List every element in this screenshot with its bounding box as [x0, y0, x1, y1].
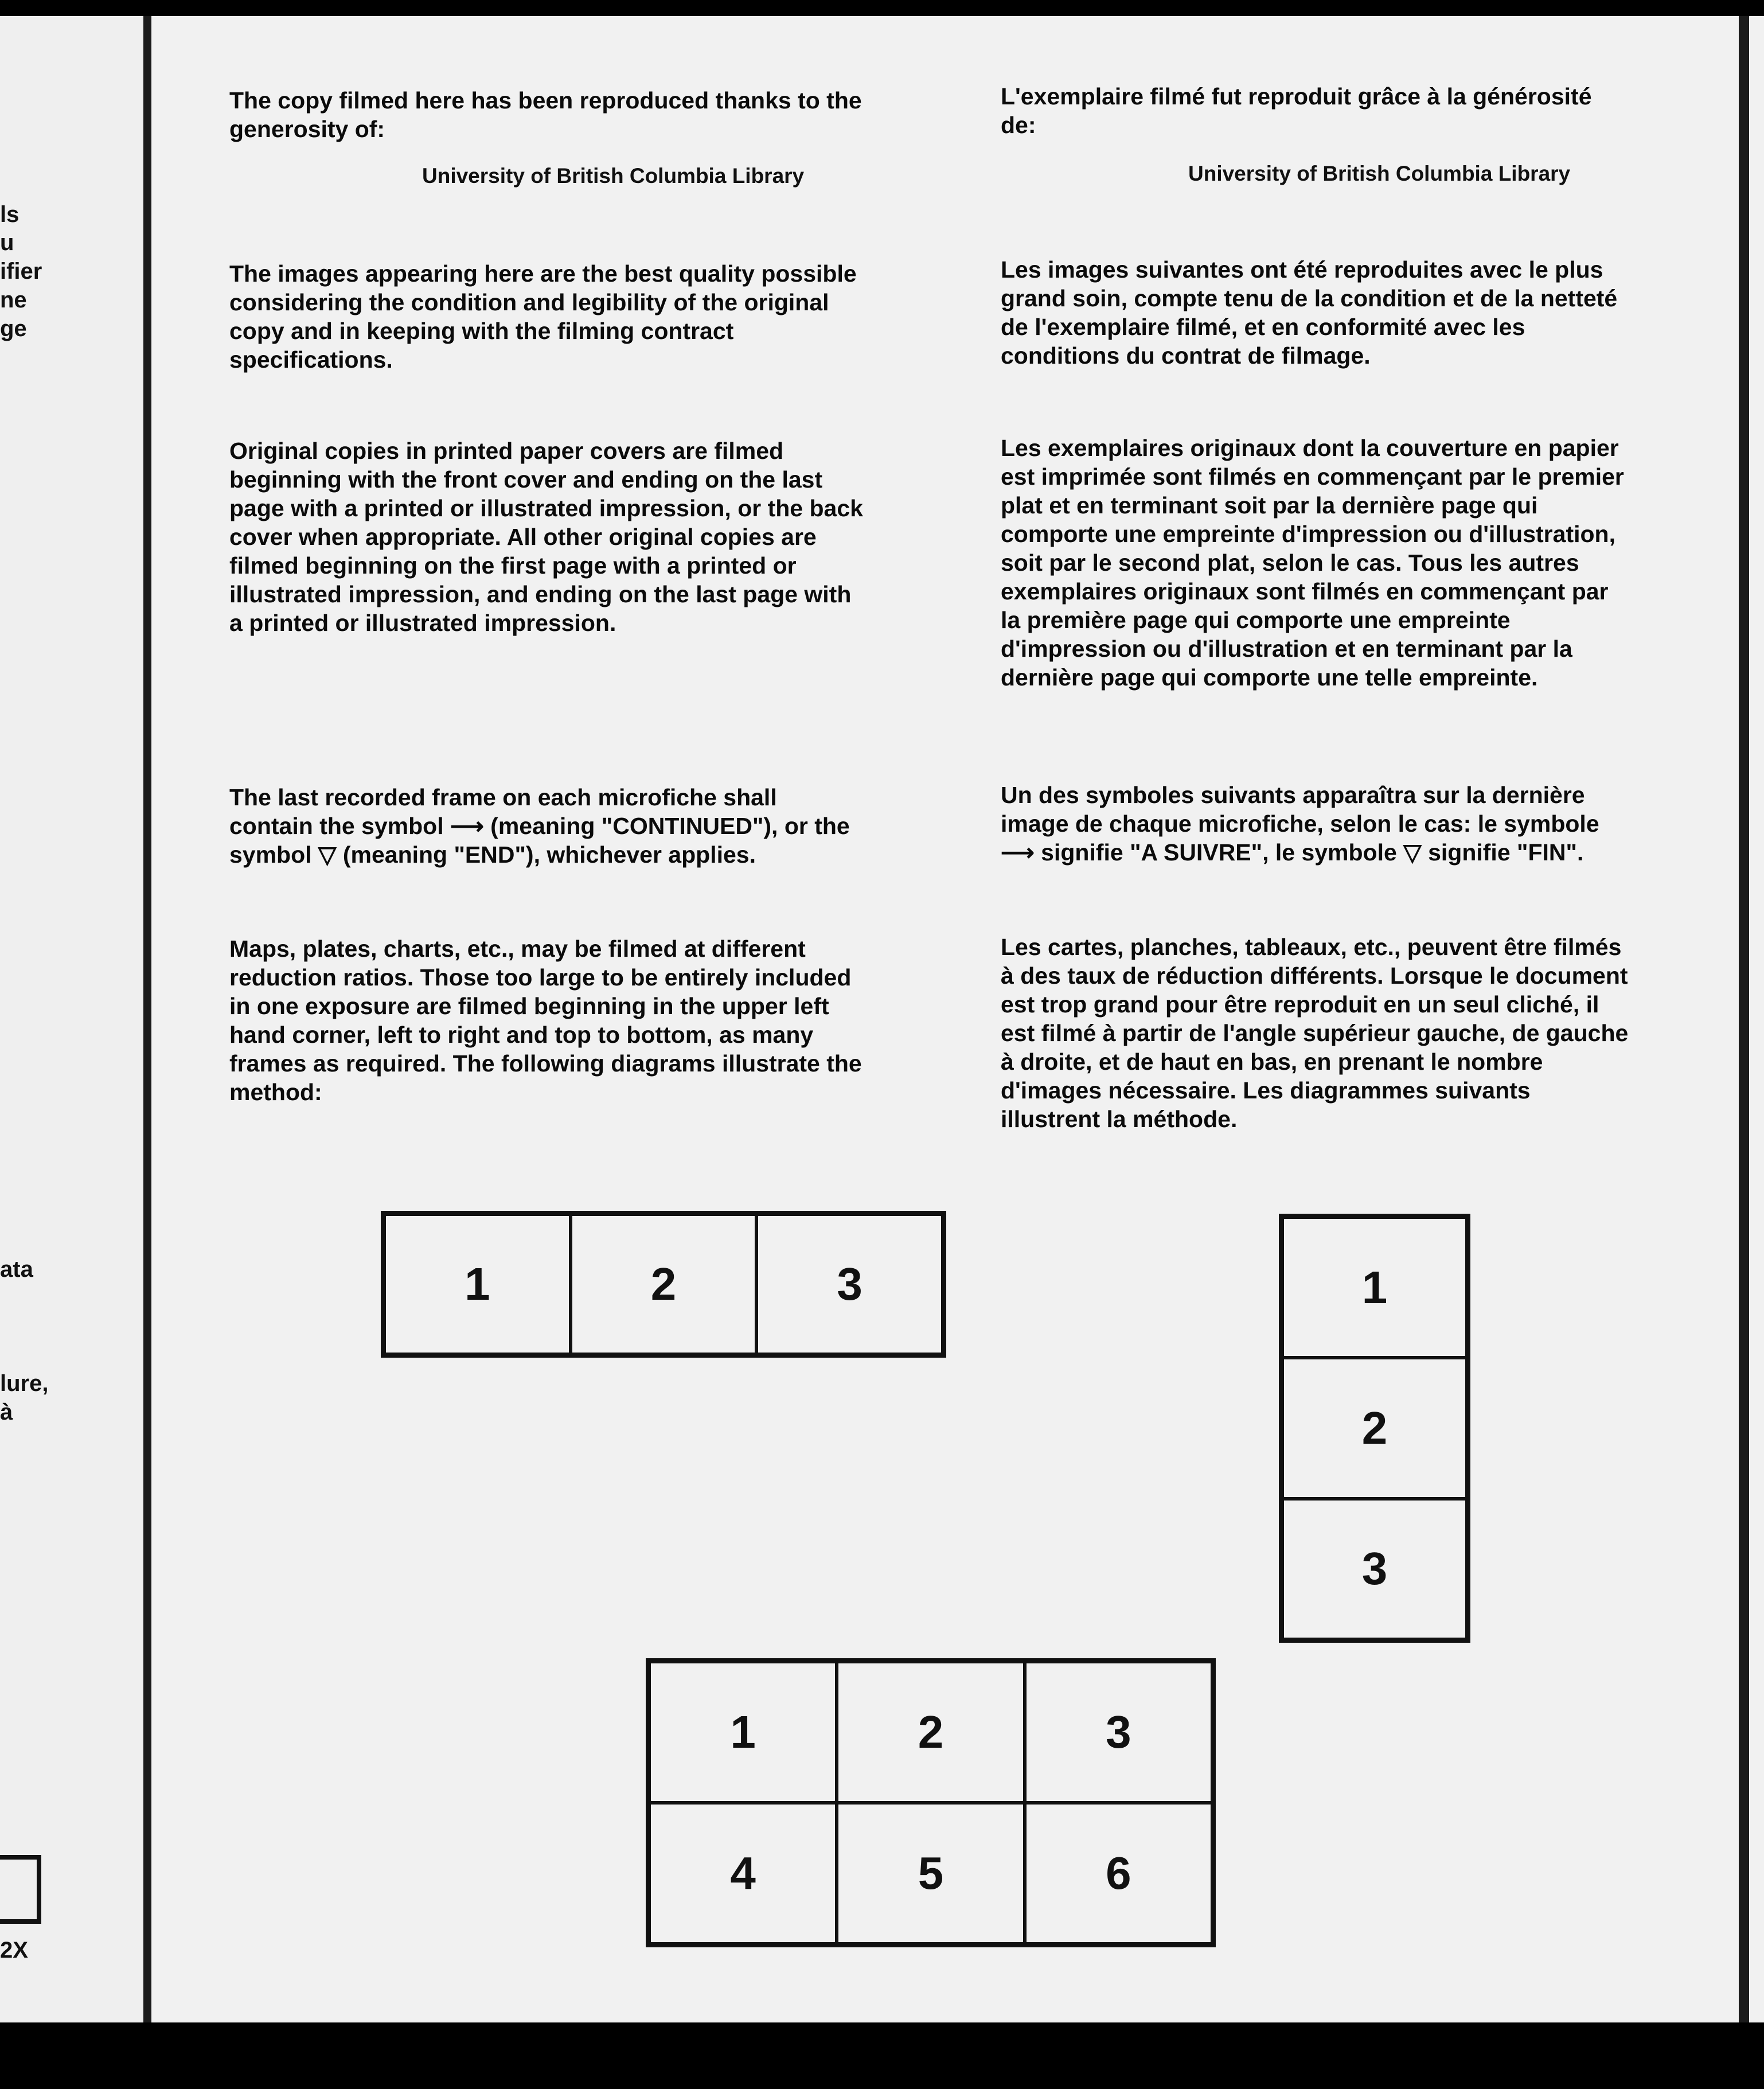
fragment-scale-label: 2X — [0, 1938, 28, 1963]
column-diagram — [1279, 1214, 1470, 1643]
covers-paragraph-fr: Les exemplaires originaux dont la couverture en papier est imprimée sont filmés en commençant par le premier plat et en terminant soit par la dernière page qui comporte une empreinte d'impression ou d'illustration, soit par le second plat, selon le cas. Tous les autres exemplaires originaux sont filmés en commençant par la première page qui comporte une empreinte d'impression ou d'illustration et en terminant par la dernière page qui comporte une telle empreinte. — [1001, 435, 1624, 691]
fragment-box — [0, 1855, 41, 1924]
maps-paragraph-fr: Les cartes, planches, tableaux, etc., peuvent être filmés à des taux de réduction différents. Lorsque le document est trop grand pour être reproduit en un seul cliché, il est filmé à partir de l'angle supérieur gauche, de gauche à droite, et de haut en bas, en prenant le nombre d'images nécessaire. Les diagrammes suivants illustrent la méthode. — [1001, 934, 1629, 1132]
left-page-divider — [143, 16, 151, 2022]
quality-paragraph-en: The images appearing here are the best quality possible considering the condition and legibility of the original copy and in keeping with the filming contract specifications. — [229, 260, 857, 373]
fragment-line: ls — [0, 202, 19, 227]
fragment-line: ifier — [0, 259, 42, 284]
covers-paragraph-en: Original copies in printed paper covers are filmed beginning with the front cover and ending on the last page with a printed or illustrated impression, or the back cover when appropriate. All other original copies are filmed beginning on the first page with a printed or illustrated impression, and ending on the last page with a printed or illustrated impression. — [229, 438, 863, 636]
frame-cell: 1 — [1282, 1217, 1467, 1358]
frame-cell: 1 — [649, 1662, 837, 1803]
library-name-fr: University of British Columbia Library — [1188, 162, 1571, 185]
symbols-paragraph-en: The last recorded frame on each microfiche shall contain the symbol ⟶ (meaning "CONTINUED"), or the symbol ▽ (meaning "END"), whichever applies. — [229, 784, 850, 868]
frame-cell: 4 — [649, 1803, 837, 1944]
row-diagram — [381, 1211, 946, 1358]
quality-paragraph-fr: Les images suivantes ont été reproduites avec le plus grand soin, compte tenu de la condition et de la netteté de l'exemplaire filmé, et en conformité avec les conditions du contrat de filmage. — [1001, 256, 1618, 369]
fragment-line: ge — [0, 316, 27, 341]
maps-paragraph-en: Maps, plates, charts, etc., may be filmed at different reduction ratios. Those too large to be entirely included in one exposure are filmed beginning in the upper left hand corner, left to right and top to bottom, as many frames as required. The following diagrams illustrate the method: — [229, 936, 862, 1105]
credit-intro-fr: L'exemplaire filmé fut reproduit grâce à la générosité de: — [1001, 83, 1592, 138]
fragment-line: u — [0, 230, 14, 255]
frame-cell: 2 — [571, 1214, 757, 1354]
frame-cell: 3 — [756, 1214, 943, 1354]
credit-intro-en: The copy filmed here has been reproduced thanks to the generosity of: — [229, 87, 862, 142]
grid-diagram — [646, 1658, 1216, 1947]
frame-cell: 6 — [1025, 1803, 1212, 1944]
library-name-en: University of British Columbia Library — [422, 164, 805, 188]
frame-cell: 1 — [384, 1214, 571, 1354]
right-page-divider — [1739, 16, 1749, 2022]
fragment-line: ne — [0, 287, 27, 313]
frame-cell: 3 — [1282, 1499, 1467, 1639]
frame-cell: 3 — [1025, 1662, 1212, 1803]
symbols-paragraph-fr: Un des symboles suivants apparaîtra sur la dernière image de chaque microfiche, selon le cas: le symbole ⟶ signifie "A SUIVRE", le symbole ▽ signifie "FIN". — [1001, 782, 1599, 866]
frame-cell: 2 — [837, 1662, 1024, 1803]
frame-cell: 5 — [837, 1803, 1024, 1944]
fragment-line: à — [0, 1400, 13, 1425]
frame-cell: 2 — [1282, 1358, 1467, 1498]
fragment-line: lure, — [0, 1371, 49, 1396]
fragment-line: ata — [0, 1257, 33, 1282]
